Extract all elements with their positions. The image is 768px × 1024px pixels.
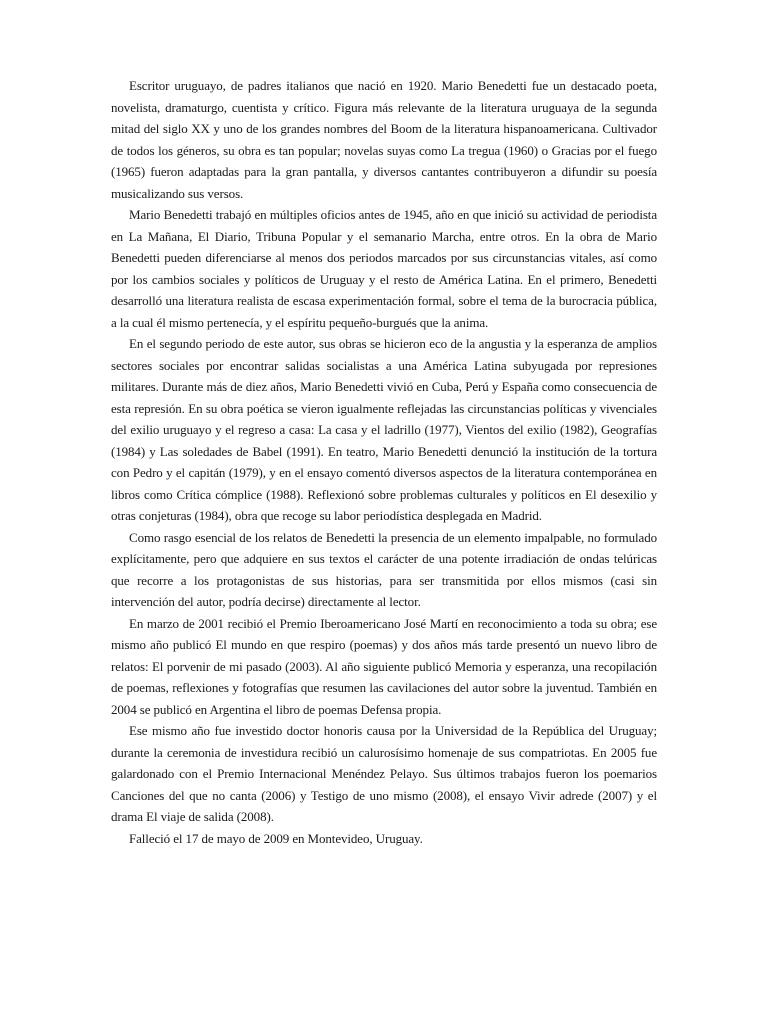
paragraph-death: Falleció el 17 de mayo de 2009 en Montevideo, Uruguay. xyxy=(129,830,423,846)
paragraph-early-career: Mario Benedetti trabajó en múltiples oficios antes de 1945, año en que inició su actividad de periodista en La Mañana, El Diario, Tribuna Popular y el semanario Marcha, entre otros. En la obra de Mario Benedetti pueden diferenciarse al menos dos periodos marcados por sus circunstancias vitales, así como por los cambios sociales y políticos de Uruguay y el resto de América Latina. En el primero, Benedetti desarrolló una literatura realista de escasa experimentación formal, sobre el tema de la burocracia pública, a la cual él mismo pertenecía, y el espíritu pequeño-burgués que la anima. xyxy=(111,207,657,330)
paragraph-awards-2001: En marzo de 2001 recibió el Premio Iberoamericano José Martí en reconocimiento a toda su obra; ese mismo año publicó El mundo en que respiro (poemas) y dos años más tarde presentó un nuevo libro de relatos: El porvenir de mi pasado (2003). Al año siguiente publicó Memoria y esperanza, una recopilación de poemas, reflexiones y fotografías que resumen las cavilaciones del autor sobre la juventud. También en 2004 se publicó en Argentina el libro de poemas Defensa propia. xyxy=(111,615,657,717)
paragraph-second-period: En el segundo periodo de este autor, sus obras se hicieron eco de la angustia y la esperanza de amplios sectores sociales por encontrar salidas socialistas a una América Latina subyugada por represiones militares. Durante más de diez años, Mario Benedetti vivió en Cuba, Perú y España como consecuencia de esta represión. En su obra poética se vieron igualmente reflejadas las circunstancias políticas y vivenciales del exilio uruguayo y el regreso a casa: La casa y el ladrillo (1977), Vientos del exilio (1982), Geografías (1984) y Las soledades de Babel (1991). En teatro, Mario Benedetti denunció la institución de la tortura con Pedro y el capitán (1979), y en el ensayo comentó diversos aspectos de la literatura contemporánea en libros como Crítica cómplice (1988). Reflexionó sobre problemas culturales y políticos en El desexilio y otras conjeturas (1984), obra que recoge su labor periodística desplegada en Madrid. xyxy=(111,336,657,523)
paragraph-narrative-trait: Como rasgo esencial de los relatos de Benedetti la presencia de un elemento impalpable, no formulado explícitamente, pero que adquiere en sus textos el carácter de una potente irradiación de ondas telúricas que recorre a los protagonistas de sus historias, para ser transmitida por ellos mismos (casi sin intervención del autor, podría decirse) directamente al lector. xyxy=(111,529,657,609)
paragraph-honoris-causa: Ese mismo año fue investido doctor honoris causa por la Universidad de la República del Uruguay; durante la ceremonia de investidura recibió un calurosísimo homenaje de sus compatriotas. En 2005 fue galardonado con el Premio Internacional Menéndez Pelayo. Sus últimos trabajos fueron los poemarios Canciones del que no canta (2006) y Testigo de uno mismo (2008), el ensayo Vivir adrede (2007) y el drama El viaje de salida (2008). xyxy=(111,723,657,824)
document-body xyxy=(111,75,657,849)
paragraph-intro: Escritor uruguayo, de padres italianos que nació en 1920. Mario Benedetti fue un destacado poeta, novelista, dramaturgo, cuentista y crítico. Figura más relevante de la literatura uruguaya de la segunda mitad del siglo XX y uno de los grandes nombres del Boom de la literatura hispanoamericana. Cultivador de todos los géneros, su obra es tan popular; novelas suyas como La tregua (1960) o Gracias por el fuego (1965) fueron adaptadas para la gran pantalla, y diversos cantantes contribuyeron a difundir su poesía musicalizando sus versos. xyxy=(111,78,657,201)
